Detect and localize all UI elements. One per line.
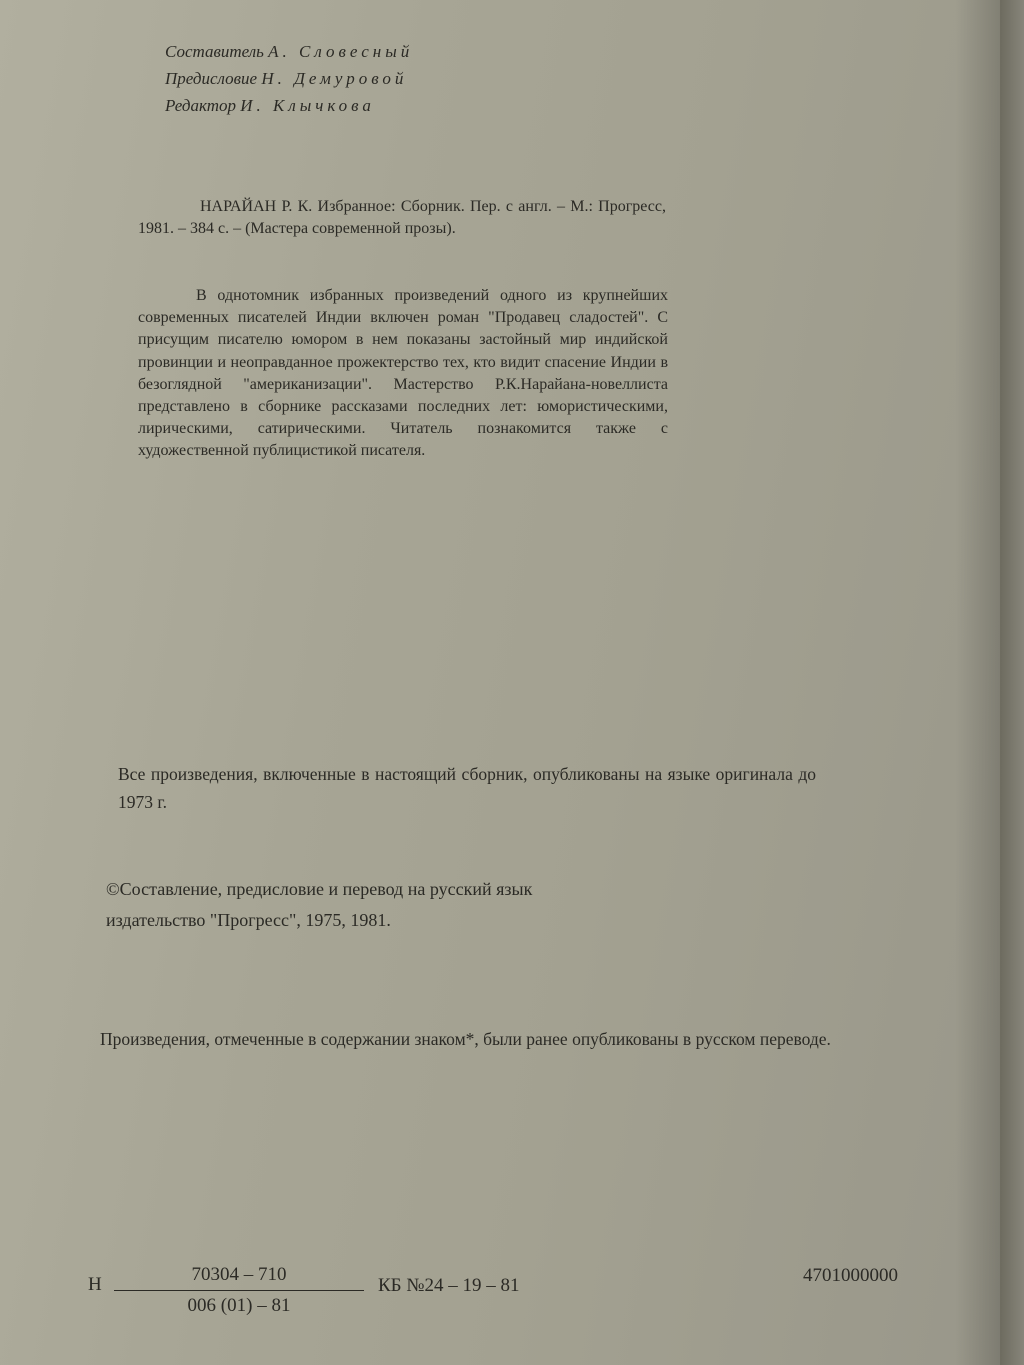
preface-label: Предисловие (165, 69, 258, 88)
compiler-label: Составитель (165, 42, 264, 61)
bibliographic-description (138, 196, 666, 240)
preface-credit (165, 65, 413, 92)
imprint-letter: Н (88, 1274, 102, 1295)
imprint-fraction (114, 1262, 364, 1319)
imprint-kb-code: КБ №24 – 19 – 81 (378, 1275, 520, 1296)
imprint-catalog-code: 4701000000 (803, 1265, 898, 1286)
translation-notice: Произведения, отмеченные в содержании знаком*, были ранее опубликованы в русском переводе. (100, 1029, 831, 1049)
annotation-paragraph: В однотомник избранных произведений одного из крупнейших современных писателей Индии включен роман "Продавец сладостей". С присущим писателю юмором в нем показаны застойный мир индийской провинции и неоправданное прожектерство тех, кто видит спасение Индии в безоглядной "американизации". Мастерство Р.К.Нарайана-новеллиста представлено в сборнике рассказами последних лет: юмористическими, лирическими, сатирическими. Читатель познакомится также с художественной публицистикой писателя. (138, 287, 668, 460)
copyright-notice (106, 874, 746, 936)
editor-credit (165, 92, 413, 119)
editor-name: И. Клычкова (240, 96, 375, 115)
credits-block (165, 38, 413, 119)
page-edge-shadow (955, 0, 1000, 1365)
imprint-block (88, 1262, 898, 1322)
preface-name: Н. Демуровой (261, 69, 408, 88)
copyright-line-2: издательство "Прогресс", 1975, 1981. (106, 910, 391, 930)
copyright-line-1: ©Составление, предисловие и перевод на русский язык (106, 879, 533, 899)
bibliographic-line: НАРАЙАН Р. К. Избранное: Сборник. Пер. с англ. – М.: Прогресс, 1981. – 384 с. – (Мастера современной прозы). (138, 198, 666, 237)
original-language-notice: Все произведения, включенные в настоящий сборник, опубликованы на языке оригинала до 1973 г. (118, 764, 816, 812)
imprint-denominator: 006 (01) – 81 (114, 1290, 364, 1319)
imprint-numerator: 70304 – 710 (191, 1264, 287, 1285)
adjacent-page-edge (1000, 0, 1024, 1365)
compiler-credit (165, 38, 413, 65)
editor-label: Редактор (165, 96, 236, 115)
compiler-name: А. Словесный (268, 42, 414, 61)
